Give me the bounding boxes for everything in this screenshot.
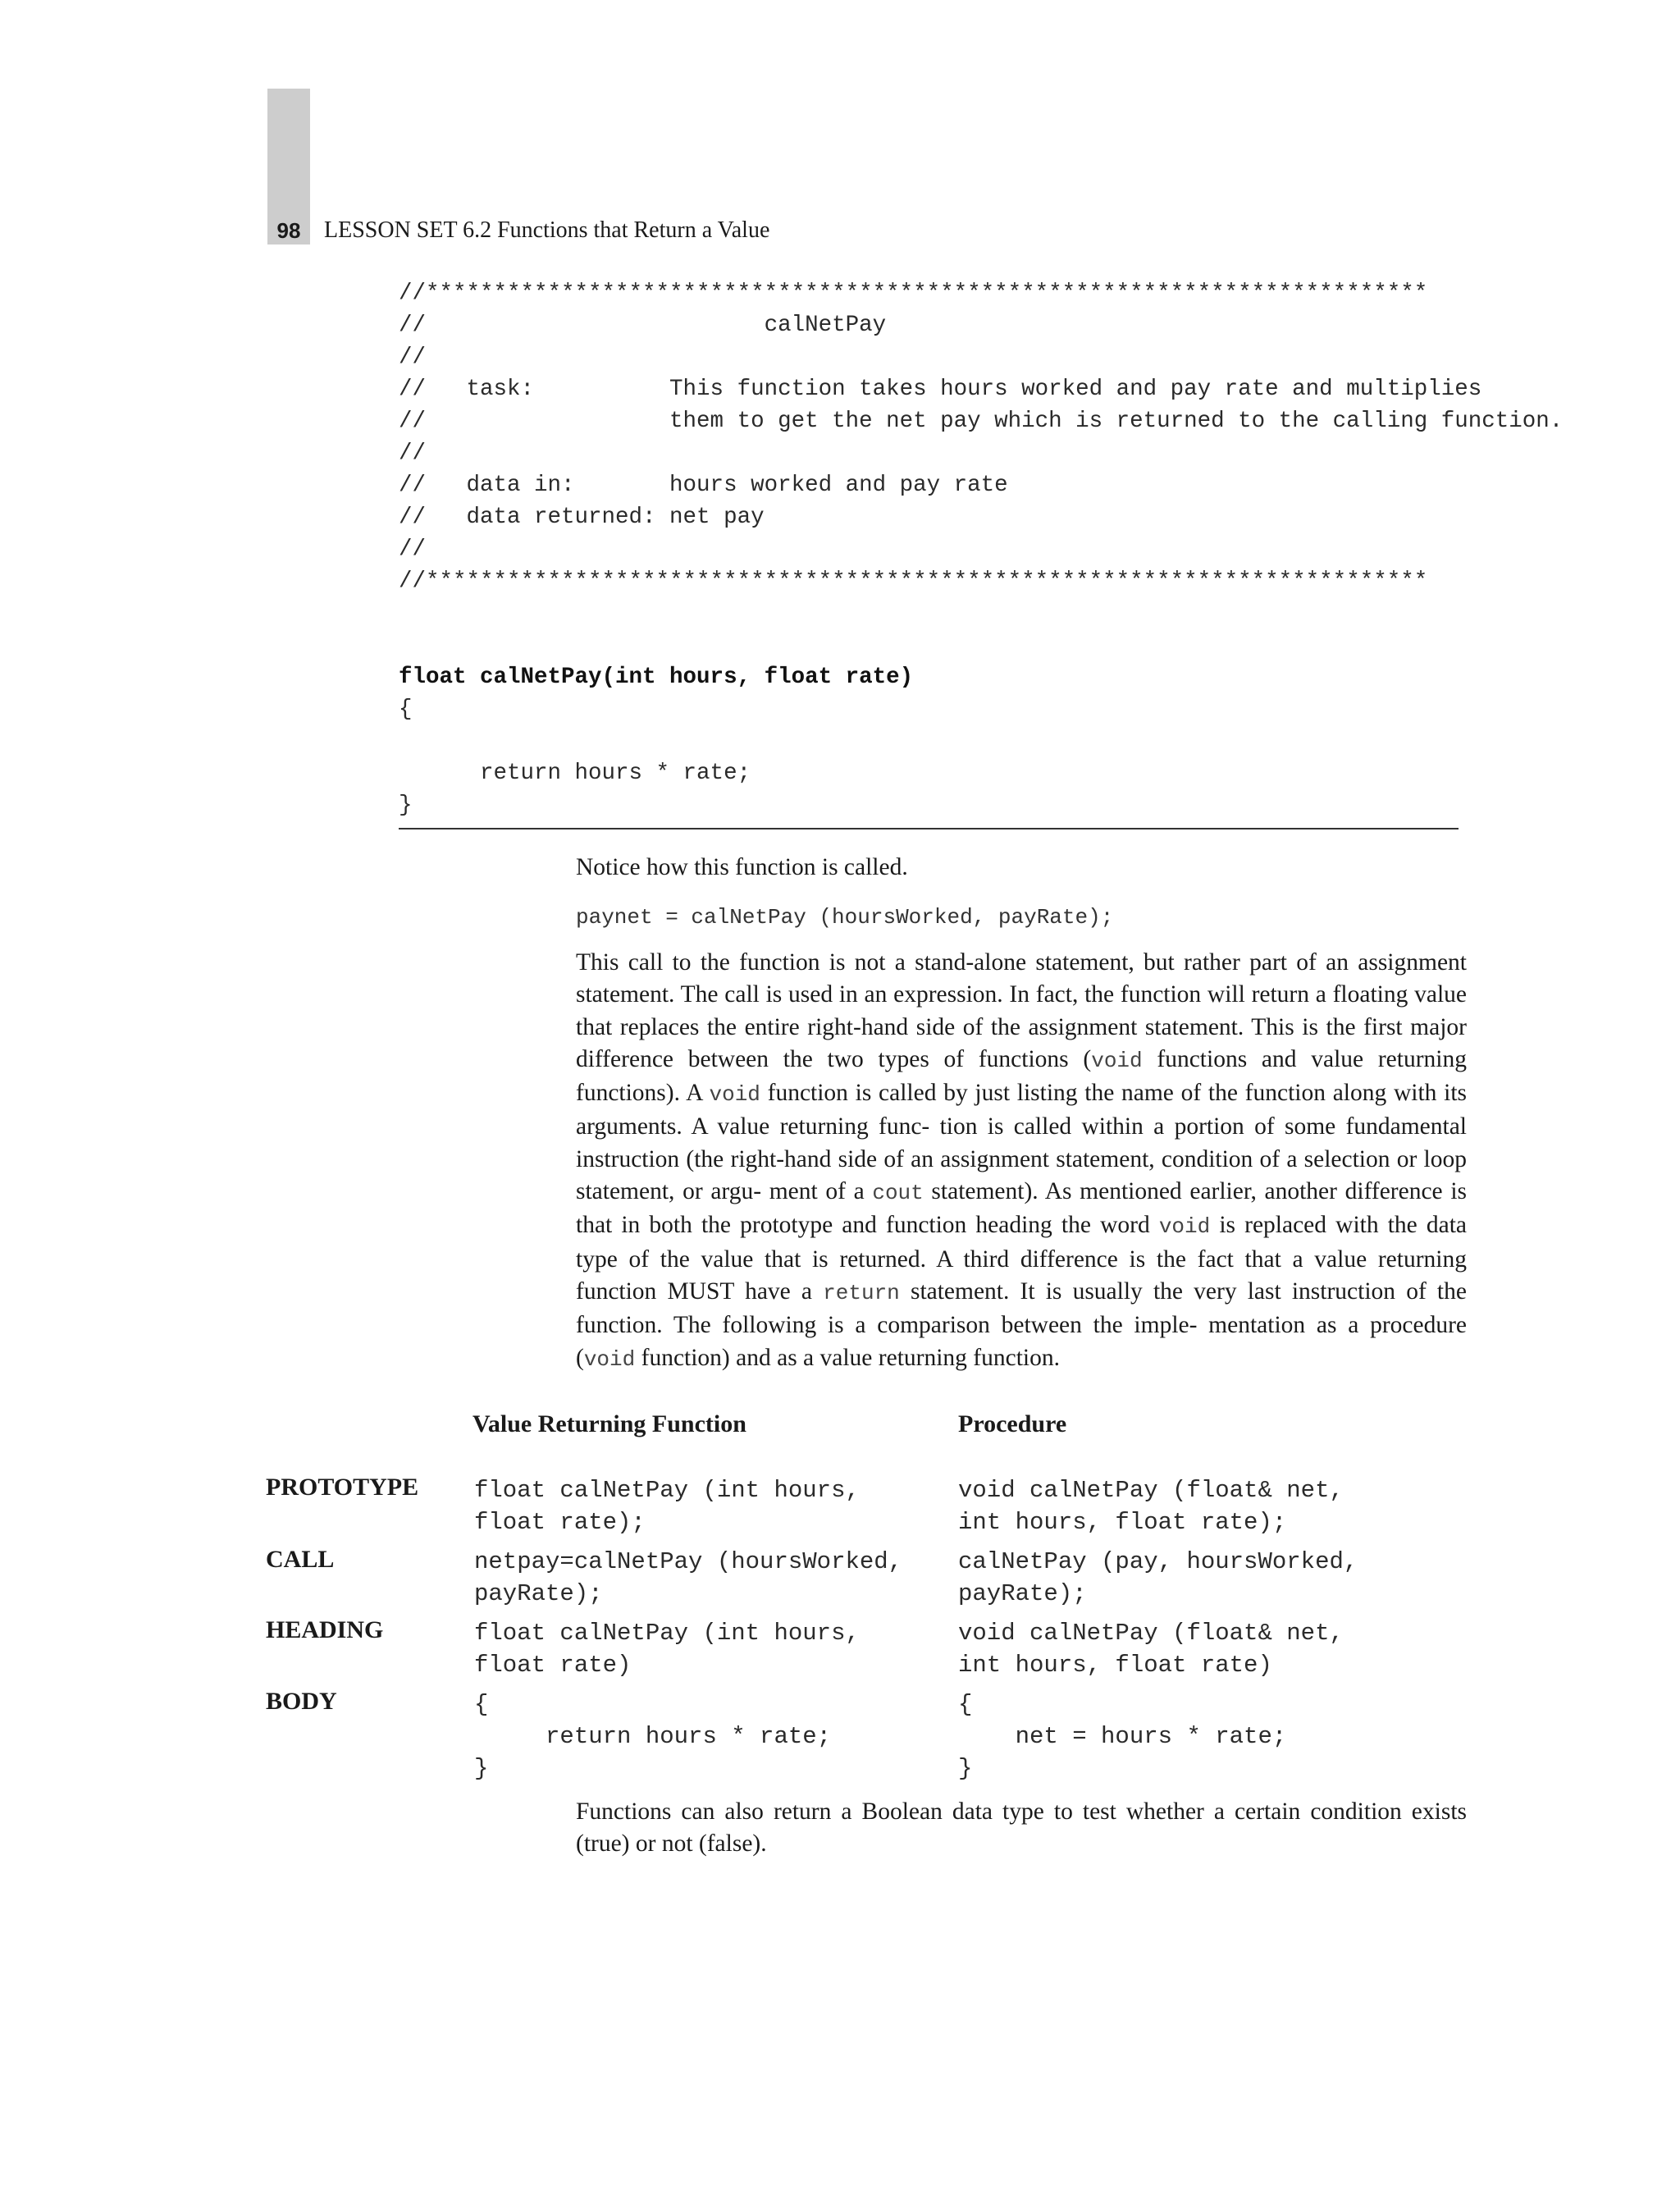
heading-label: HEADING — [266, 1616, 384, 1643]
code-comment-line: // data returned: net pay — [399, 505, 765, 530]
explanation-text: functions and value returning functions). A — [576, 1045, 1467, 1107]
body-procedure-code: { net = hours * rate; } — [958, 1691, 1287, 1782]
code-comment-line: // — [399, 345, 427, 370]
value-returning-heading: Value Returning Function — [472, 1410, 746, 1437]
page-number: 98 — [276, 218, 301, 243]
call-label: CALL — [266, 1546, 335, 1573]
explanation-text: statement). As mentioned earlier, another difference is that in both the prototype and function heading the word — [576, 1178, 1467, 1239]
call-example: paynet = calNetPay (hoursWorked, payRate); — [576, 905, 1114, 930]
closing-paragraph: Functions can also return a Boolean data type to test whether a certain condition exists (true) or not (false). — [576, 1798, 1467, 1858]
code-comment-line: // — [399, 537, 427, 562]
code-comment-line: // data in: hours worked and pay rate — [399, 473, 1008, 498]
explanation-paragraph — [576, 947, 1467, 1376]
explanation-text: function is called by just listing the name of the function along with its arguments. A value returning func- tion is called within a portion of some fundamental instruction (the right-hand side of an assignment statement, condition of a selection or loop statement, or argu- ment of a — [576, 1080, 1467, 1205]
explanation-text: is replaced with the data type of the value that is returned. A third difference is the fact that a value returning function MUST have a — [576, 1212, 1467, 1305]
explanation-text: This call to the function is not a stand-alone statement, but rather part of an assignment statement. The call is used in an expression. In fact, the function will return a floating value that replaces the entire right-hand side of the assignment statement. This is the first major difference between the two types of functions ( — [576, 949, 1467, 1072]
code-close-brace: } — [399, 793, 413, 818]
keyword-void: void — [1158, 1214, 1211, 1240]
code-open-brace: { — [399, 697, 413, 722]
function-signature: float calNetPay(int hours, float rate) — [399, 665, 914, 690]
prototype-label: PROTOTYPE — [266, 1474, 419, 1501]
keyword-cout: cout — [872, 1181, 924, 1206]
code-return-line: return hours * rate; — [399, 761, 751, 786]
notice-text: Notice how this function is called. — [576, 854, 908, 880]
code-comment-line: // — [399, 441, 427, 466]
keyword-return: return — [823, 1280, 900, 1305]
prototype-value-code: float calNetPay (int hours, float rate); — [474, 1477, 860, 1536]
explanation-text: function) and as a value returning function. — [635, 1344, 1060, 1371]
heading-value-code: float calNetPay (int hours, float rate) — [474, 1620, 860, 1679]
keyword-void: void — [583, 1346, 636, 1372]
keyword-void: void — [709, 1082, 760, 1108]
code-comment-line: // them to get the net pay which is returned to the calling function. — [399, 409, 1564, 434]
running-head: LESSON SET 6.2 Functions that Return a Value — [324, 217, 770, 243]
call-value-code: netpay=calNetPay (hoursWorked, payRate); — [474, 1548, 903, 1607]
code-comment-line: //************************************************************************** — [399, 569, 1428, 594]
heading-procedure-code: void calNetPay (float& net, int hours, float rate) — [958, 1620, 1344, 1679]
body-label: BODY — [266, 1688, 337, 1715]
code-comment-line: //************************************************************************** — [399, 281, 1428, 306]
keyword-void: void — [1091, 1048, 1143, 1073]
explanation-text: statement. It is usually the very last instruction of the function. The following is a comparison between the imple- mentation as a procedure ( — [576, 1277, 1467, 1371]
code-divider-rule — [399, 828, 1459, 829]
call-procedure-code: calNetPay (pay, hoursWorked, payRate); — [958, 1548, 1358, 1607]
procedure-heading: Procedure — [958, 1410, 1067, 1437]
body-value-code: { return hours * rate; } — [474, 1691, 832, 1782]
code-comment-line: // calNetPay — [399, 313, 887, 338]
code-comment-line: // task: This function takes hours worked and pay rate and multiplies — [399, 377, 1482, 402]
prototype-procedure-code: void calNetPay (float& net, int hours, float rate); — [958, 1477, 1344, 1536]
